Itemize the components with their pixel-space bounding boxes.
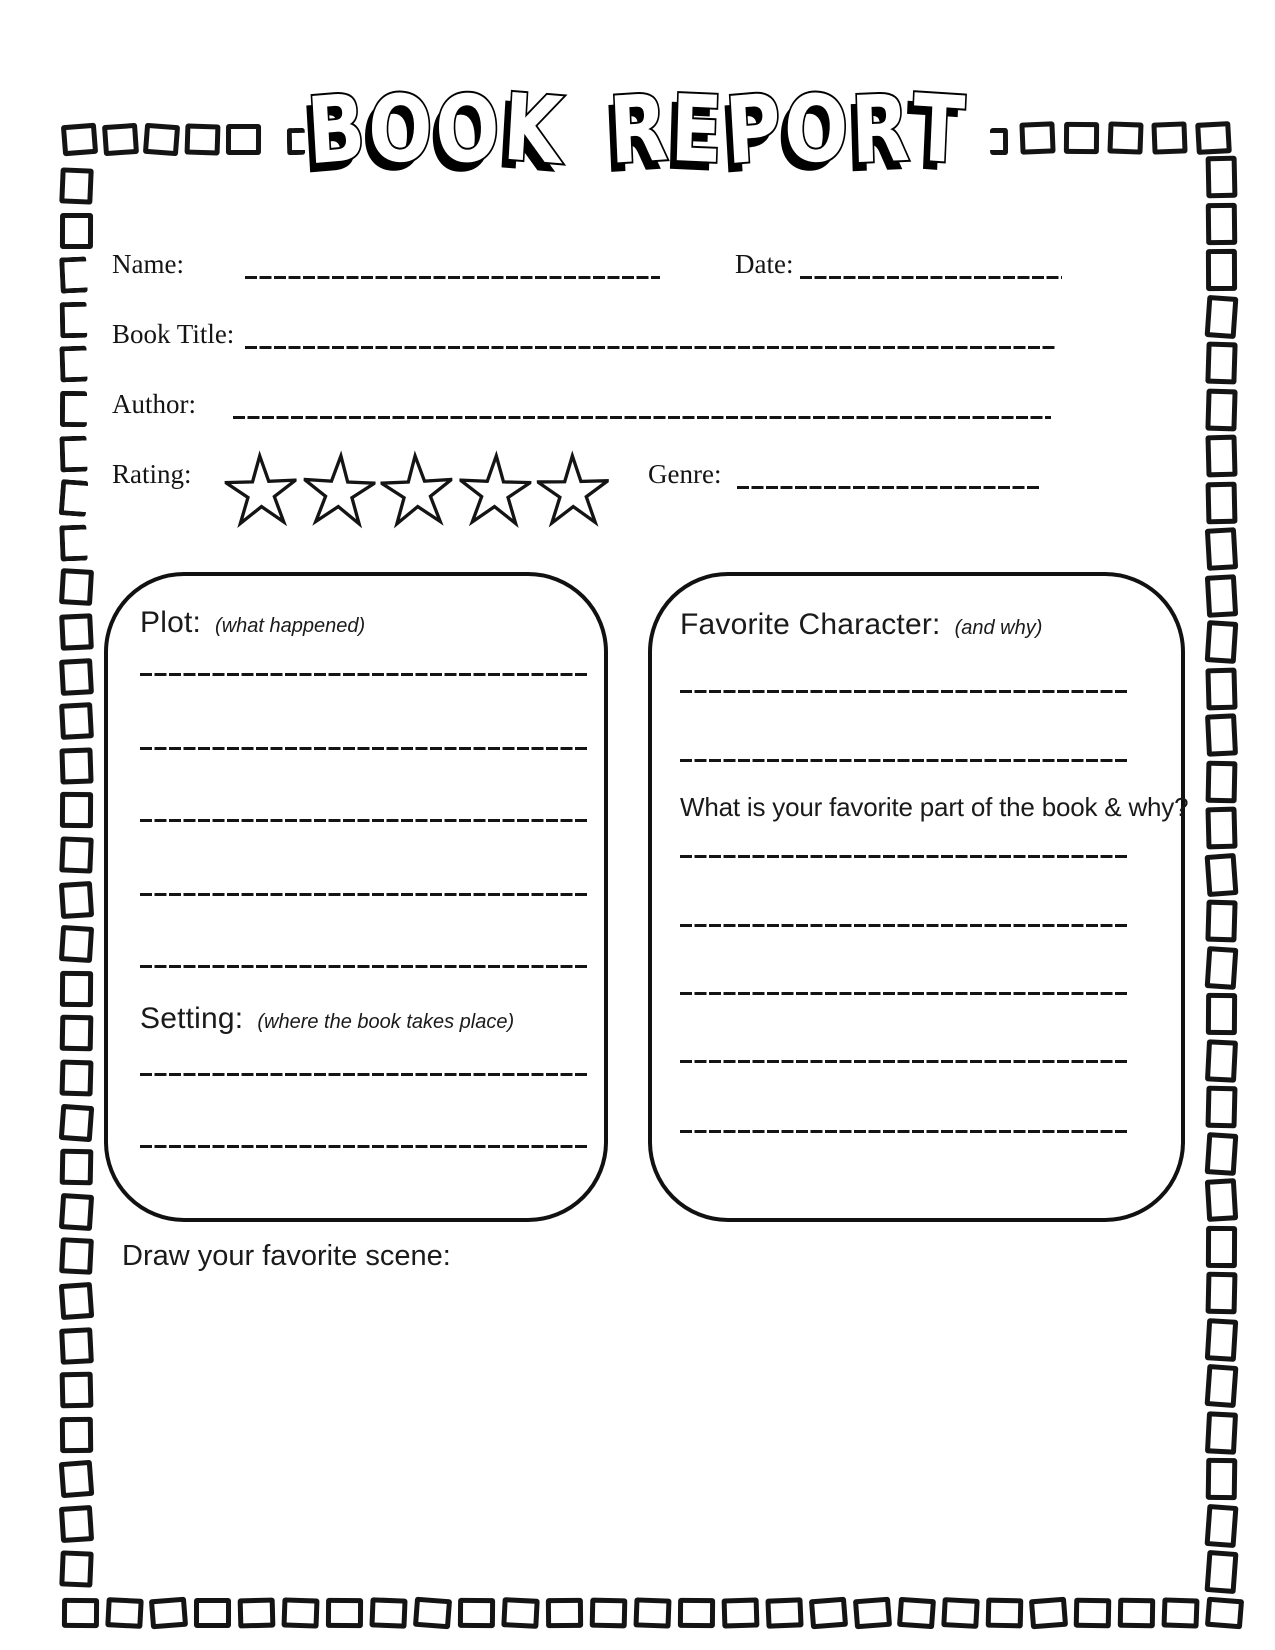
border-square xyxy=(413,1597,452,1630)
border-square xyxy=(1205,1132,1239,1176)
date-blank-line[interactable] xyxy=(800,276,1062,279)
border-square xyxy=(60,971,93,1007)
border-square xyxy=(1205,852,1239,896)
border-square xyxy=(238,1598,276,1629)
border-square xyxy=(1205,527,1238,571)
border-square xyxy=(986,1598,1024,1629)
author-blank-line[interactable] xyxy=(233,416,1051,419)
border-square xyxy=(1205,620,1239,664)
blank-writing-line[interactable] xyxy=(140,965,589,968)
border-square xyxy=(941,1597,980,1629)
border-square xyxy=(369,1597,407,1628)
blank-writing-line[interactable] xyxy=(140,893,589,896)
border-square xyxy=(1206,1458,1238,1500)
border-square xyxy=(1206,202,1238,244)
favorite-character-label: Favorite Character: xyxy=(680,608,941,641)
border-square xyxy=(633,1597,671,1628)
border-square xyxy=(59,1238,94,1276)
setting-hint: (where the book takes place) xyxy=(257,1011,515,1033)
border-square xyxy=(1205,1503,1239,1547)
border-square xyxy=(60,1060,94,1097)
border-square xyxy=(60,1015,94,1052)
border-square xyxy=(501,1597,539,1629)
border-square xyxy=(853,1597,892,1630)
border-square xyxy=(1205,294,1239,338)
border-square xyxy=(59,1505,94,1543)
blank-writing-line[interactable] xyxy=(680,1130,1127,1133)
border-square xyxy=(59,702,94,740)
drawing-area[interactable] xyxy=(104,1290,1184,1580)
border-square xyxy=(1205,1318,1239,1362)
plot-header xyxy=(140,606,365,640)
favorite-character-box xyxy=(648,572,1189,1222)
border-square xyxy=(1205,946,1239,990)
border-square xyxy=(1206,1225,1237,1267)
border-square xyxy=(59,167,93,204)
border-square xyxy=(59,1327,94,1365)
border-square xyxy=(60,213,93,249)
blank-writing-line[interactable] xyxy=(140,747,589,750)
star-outline-icon[interactable] xyxy=(536,449,609,535)
star-outline-icon[interactable] xyxy=(379,448,455,537)
border-square xyxy=(59,925,94,963)
border-square xyxy=(59,479,89,517)
border-square xyxy=(59,524,87,561)
blank-writing-line[interactable] xyxy=(680,855,1127,858)
blank-writing-line[interactable] xyxy=(140,1073,589,1076)
border-square xyxy=(281,1597,319,1628)
border-square xyxy=(1118,1598,1155,1629)
border-square xyxy=(1205,1086,1237,1129)
plot-box xyxy=(104,572,608,1222)
blank-writing-line[interactable] xyxy=(680,1060,1127,1063)
border-square xyxy=(194,1598,231,1628)
blank-writing-line[interactable] xyxy=(140,819,589,822)
border-square xyxy=(60,302,88,339)
border-square xyxy=(59,1282,94,1320)
rating-stars xyxy=(225,450,609,535)
author-label: Author: xyxy=(112,389,196,419)
border-square xyxy=(59,1550,93,1587)
border-square xyxy=(1205,574,1238,618)
genre-blank-line[interactable] xyxy=(737,486,1040,489)
rating-label: Rating: xyxy=(112,459,192,489)
border-square xyxy=(60,391,87,427)
name-label: Name: xyxy=(112,249,184,279)
border-square xyxy=(60,792,93,828)
border-square xyxy=(1205,1597,1244,1630)
border-square xyxy=(59,257,88,294)
border-square xyxy=(897,1597,936,1630)
border-square xyxy=(149,1597,188,1630)
border-square xyxy=(1074,1598,1112,1629)
setting-header xyxy=(140,1002,514,1036)
genre-label: Genre: xyxy=(648,459,722,489)
border-square xyxy=(59,836,93,873)
border-square xyxy=(60,1417,93,1453)
star-outline-icon[interactable] xyxy=(301,448,377,537)
star-outline-icon[interactable] xyxy=(224,449,299,536)
border-square xyxy=(326,1598,363,1628)
plot-hint: (what happened) xyxy=(215,615,366,637)
border-square xyxy=(1206,1272,1238,1315)
border-square xyxy=(1205,342,1237,385)
border-square xyxy=(1161,1597,1199,1628)
border-square xyxy=(1205,713,1238,756)
border-square xyxy=(60,1149,94,1186)
name-blank-line[interactable] xyxy=(245,276,660,279)
favorite-character-header xyxy=(680,608,1042,642)
border-square xyxy=(59,747,93,784)
border-square xyxy=(1205,1039,1238,1083)
border-square xyxy=(59,435,87,472)
border-square xyxy=(59,613,94,651)
border-square xyxy=(59,568,94,606)
border-square xyxy=(1205,435,1237,478)
border-square xyxy=(1195,121,1232,155)
plot-label: Plot: xyxy=(140,606,202,639)
blank-writing-line[interactable] xyxy=(680,924,1127,927)
border-square xyxy=(59,1460,95,1498)
star-outline-icon[interactable] xyxy=(458,449,533,536)
page-title xyxy=(115,73,1161,186)
border-square xyxy=(59,1193,94,1231)
border-square xyxy=(722,1597,760,1628)
border-square xyxy=(1205,807,1237,850)
blank-writing-line[interactable] xyxy=(140,673,589,676)
border-square xyxy=(1206,156,1238,199)
border-square xyxy=(60,1372,94,1409)
border-square xyxy=(590,1598,628,1629)
border-square xyxy=(1205,1550,1239,1594)
border-square xyxy=(59,658,94,696)
blank-writing-line[interactable] xyxy=(680,992,1127,995)
blank-writing-line[interactable] xyxy=(140,1145,589,1148)
border-square xyxy=(1205,1178,1238,1222)
border-square xyxy=(765,1597,803,1629)
favorite-character-hint: (and why) xyxy=(954,617,1043,639)
date-label: Date: xyxy=(735,249,794,279)
favorite-part-question: What is your favorite part of the book & why? xyxy=(680,792,1189,822)
border-square xyxy=(105,1597,143,1629)
border-square xyxy=(1206,993,1237,1035)
blank-writing-line[interactable] xyxy=(680,690,1127,693)
border-square xyxy=(1205,1364,1239,1408)
border-square xyxy=(62,1598,99,1628)
setting-label: Setting: xyxy=(140,1002,244,1035)
book-title-blank-line[interactable] xyxy=(245,346,1057,349)
border-square xyxy=(1205,667,1237,710)
border-square xyxy=(678,1598,715,1628)
border-square xyxy=(61,123,98,157)
border-square xyxy=(458,1598,495,1628)
draw-scene-label: Draw your favorite scene: xyxy=(122,1240,451,1272)
border-square xyxy=(1205,388,1237,431)
book-title-label: Book Title: xyxy=(112,319,235,349)
border-square xyxy=(1205,1411,1238,1455)
title-word: BOOK xyxy=(304,73,568,186)
border-square xyxy=(809,1597,848,1630)
border-square xyxy=(59,346,87,383)
title-word: REPORT xyxy=(606,73,970,186)
border-square xyxy=(1029,1597,1068,1630)
border-square xyxy=(59,1103,95,1141)
border-square xyxy=(546,1598,583,1628)
border-square xyxy=(1206,760,1238,803)
border-square xyxy=(1205,900,1237,943)
border-square xyxy=(1206,249,1237,291)
blank-writing-line[interactable] xyxy=(680,759,1127,762)
border-square xyxy=(1206,481,1238,524)
border-square xyxy=(59,881,94,919)
